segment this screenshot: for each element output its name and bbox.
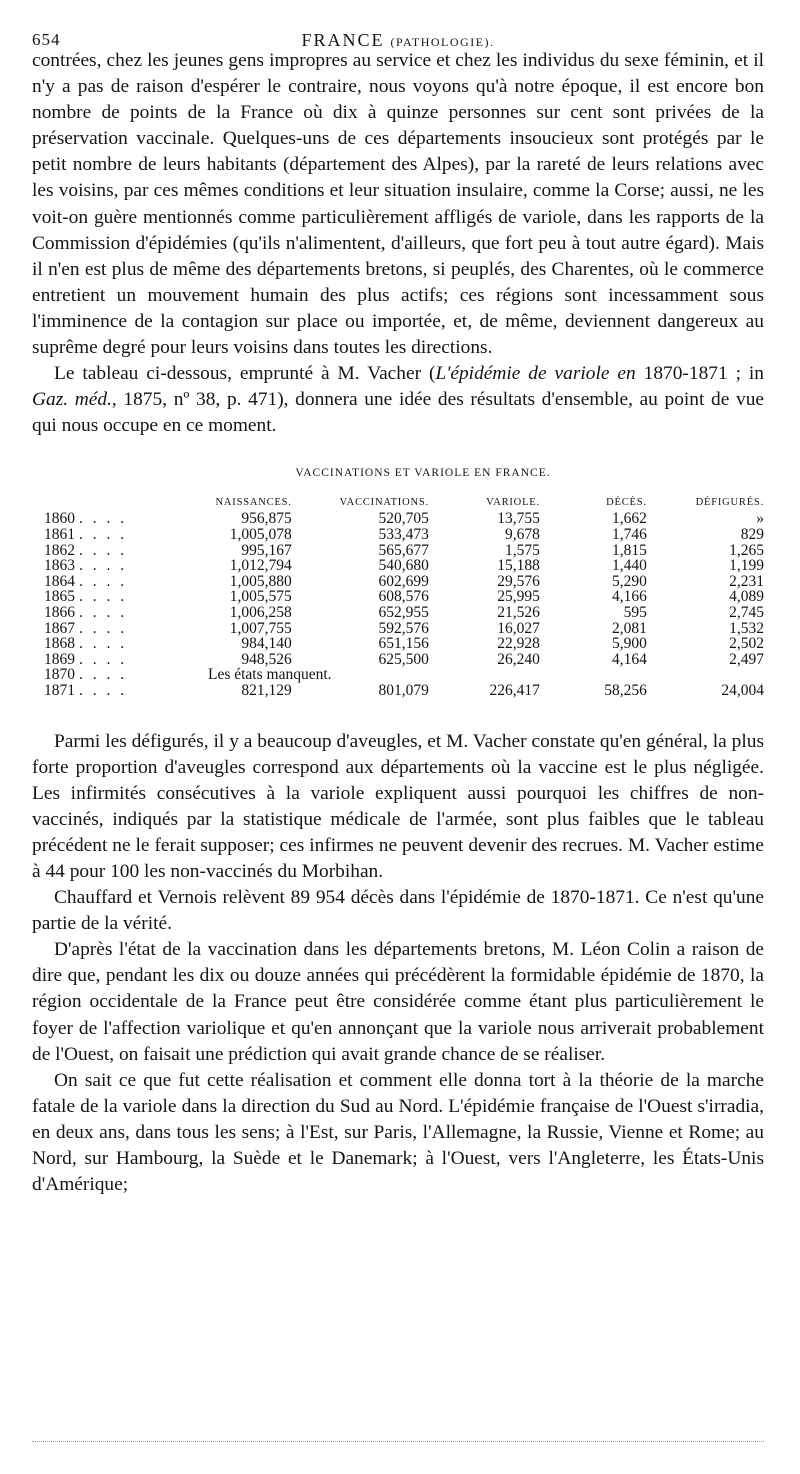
- page-number: 654: [32, 30, 61, 49]
- table-cell: 5,900: [611, 635, 647, 653]
- leader-dots: . . . .: [79, 619, 128, 637]
- table-cell: 4,166: [611, 588, 647, 606]
- paragraph-2-cited-title: L'épidémie de variole en: [435, 363, 636, 385]
- table-cell: 29,576: [497, 572, 540, 590]
- table-cell: 1,662: [611, 510, 647, 528]
- row-year-cell: [32, 589, 202, 605]
- header-year: [32, 493, 202, 511]
- table-cell: 565,677: [378, 541, 429, 559]
- table-row: [32, 511, 764, 527]
- table-cell: 4,164: [611, 650, 647, 668]
- table-cell: 1,440: [611, 557, 647, 575]
- table-cell: 16,027: [497, 619, 540, 637]
- table-cell: 2,497: [729, 650, 764, 668]
- row-year: 1864: [44, 572, 75, 590]
- table-cell: 595: [623, 603, 647, 621]
- header-vaccinations: VACCINATIONS.: [339, 496, 429, 508]
- row-year-cell: [32, 511, 202, 527]
- table-cell: 1,005,575: [229, 588, 292, 606]
- table-cell: 1,532: [729, 619, 764, 637]
- leader-dots: . . . .: [79, 526, 128, 543]
- table-cell: 651,156: [378, 635, 429, 653]
- paragraph-2-journal: Gaz. méd.: [32, 389, 112, 411]
- paragraph-2-text-c: , 1875, nº 38, p. 471), donnera une idée des résultats d'ensemble, au point de vue qui nous occupe en ce moment.: [32, 389, 764, 437]
- table-cell: 24,004: [721, 681, 764, 699]
- table-row: [32, 667, 764, 683]
- row-year: 1870: [44, 666, 75, 684]
- row-year-cell: [32, 558, 202, 574]
- leader-dots: . . . .: [79, 541, 128, 559]
- table-row: [32, 636, 764, 652]
- table-row: [32, 589, 764, 605]
- row-year: 1866: [44, 603, 75, 621]
- table-cell: 1,815: [611, 541, 647, 559]
- row-year: 1863: [44, 557, 75, 575]
- table-row: [32, 683, 764, 699]
- table-cell: »: [756, 510, 764, 528]
- leader-dots: . . . .: [79, 557, 128, 575]
- table-body: [32, 511, 764, 698]
- table-cell: 21,526: [497, 603, 540, 621]
- leader-dots: . . . .: [79, 681, 128, 699]
- table-cell: 25,995: [497, 588, 540, 606]
- table-cell: 1,746: [611, 526, 647, 543]
- table-row: [32, 543, 764, 559]
- table-cell: 592,576: [378, 619, 429, 637]
- table-row: [32, 574, 764, 590]
- running-title-sub: (PATHOLOGIE).: [390, 35, 495, 49]
- header-deces: DÉCÈS.: [606, 496, 647, 508]
- row-year: 1868: [44, 635, 75, 653]
- table-cell: 608,576: [378, 588, 429, 606]
- table-cell: 4,089: [729, 588, 764, 606]
- leader-dots: . . . .: [79, 588, 128, 606]
- row-year-cell: [32, 527, 202, 543]
- row-year-cell: [32, 667, 202, 683]
- paragraph-5: D'après l'état de la vaccination dans les départements bretons, M. Léon Colin a raison de dire que, pendant les dix ou douze années qui précédèrent la formidable épidémie de 1870, la région occidentale de la France peut être considérée comme étant plus particulièrement le foyer de l'affection variolique et qu'en annonçant que la variole nous arriverait probablement de l'Ouest, on faisait une prédiction qui avait grande chance de se réaliser.: [32, 939, 764, 1065]
- table-cell: 13,755: [497, 510, 540, 528]
- running-title: [32, 30, 764, 51]
- table-cell: 1,006,258: [229, 603, 292, 621]
- table-cell: 1,199: [729, 557, 764, 575]
- row-year-cell: [32, 574, 202, 590]
- table-cell: 829: [740, 526, 764, 543]
- table-header-row: [32, 493, 764, 511]
- missing-data-note: Les états manquent.: [207, 666, 332, 684]
- statistics-table-block: [32, 467, 764, 698]
- paragraph-1: contrées, chez les jeunes gens impropres au service et chez les individus du sexe féminin, et il n'y a pas de raison d'espérer le contraire, nous voyons qu'à notre époque, il est encore bon nombre de points de la France où dix à quinze personnes sur cent sont privées de la préservation vaccinale. Quelques-uns de ces départements insoucieux sont protégés par le petit nombre de leurs habitants (département des Alpes), par la rareté de leurs relations avec les voisins, par ces mêmes conditions et leur situation insulaire, comme la Corse; aussi, ne les voit-on guère mentionnés comme particulièrement affligés de variole, dans les rapports de la Commission d'épidémies (qu'ils n'alimentent, d'ailleurs, que fort peu à tout autre égard). Mais il n'en est plus de même des départements bretons, si peuplés, des Charentes, où le commerce entretient un mouvement humain des plus actifs; ces régions sont incessamment sous l'imminence de la contagion sur place ou importée, et, de même, deviennent dangereux au suprême degré pour leurs voisins dans toutes les directions.: [32, 50, 764, 359]
- row-year-cell: [32, 621, 202, 637]
- leader-dots: . . . .: [79, 603, 128, 621]
- running-head: [32, 22, 764, 48]
- table-cell: 2,081: [611, 619, 647, 637]
- header-defigures: DÉFIGURÉS.: [695, 496, 764, 508]
- row-year: 1867: [44, 619, 75, 637]
- paragraph-3: Parmi les défigurés, il y a beaucoup d'aveugles, et M. Vacher constate qu'en général, la plus forte proportion d'aveugles correspond aux départements où la vaccine est le plus négligée. Les infirmités consécutives à la variole expliquent aussi pourquoi les chiffres de non-vaccinés, indiqués par la statistique médicale de l'armée, sont plus faibles que le tableau précédent ne le ferait supposer; ces infirmes ne peuvent devenir des recrues. M. Vacher estime à 44 pour 100 les non-vaccinés du Morbihan.: [32, 730, 764, 882]
- table-cell: 821,129: [241, 681, 292, 699]
- table-row: [32, 527, 764, 543]
- paragraph-2-text-a: Le tableau ci-dessous, emprunté à M. Vacher (: [54, 363, 436, 385]
- table-cell: 1,265: [729, 541, 764, 559]
- paragraph-2-text-b: 1870-1871 ; in: [635, 363, 764, 385]
- paragraph-4: Chauffard et Vernois relèvent 89 954 décès dans l'épidémie de 1870-1871. Ce n'est qu'une partie de la vérité.: [32, 887, 764, 935]
- table-cell: 1,007,755: [229, 619, 292, 637]
- book-page: [32, 22, 764, 1198]
- row-year: 1862: [44, 541, 75, 559]
- row-year: 1861: [44, 526, 75, 543]
- table-cell: 520,705: [378, 510, 429, 528]
- table-row: [32, 621, 764, 637]
- row-year: 1871: [44, 681, 75, 699]
- table-cell: 956,875: [241, 510, 292, 528]
- table-cell: 995,167: [241, 541, 292, 559]
- table-cell: 26,240: [497, 650, 540, 668]
- table-row: [32, 652, 764, 668]
- table-cell: 533,473: [378, 526, 429, 543]
- table-cell: 2,745: [729, 603, 764, 621]
- table-cell: 602,699: [378, 572, 429, 590]
- table-cell: 801,079: [378, 681, 429, 699]
- running-title-main: FRANCE: [301, 30, 385, 50]
- table-cell: 15,188: [497, 557, 540, 575]
- row-year-cell: [32, 543, 202, 559]
- leader-dots: . . . .: [79, 510, 128, 528]
- row-year: 1869: [44, 650, 75, 668]
- table-cell: 1,005,880: [229, 572, 292, 590]
- table-cell: 625,500: [378, 650, 429, 668]
- table-cell: 9,678: [505, 526, 540, 543]
- row-year: 1865: [44, 588, 75, 606]
- leader-dots: . . . .: [79, 635, 128, 653]
- table-cell: 22,928: [497, 635, 540, 653]
- footer-dotted-rule: [32, 1441, 764, 1442]
- table-cell: 540,680: [378, 557, 429, 575]
- table-cell: 948,526: [241, 650, 292, 668]
- table-row: [32, 558, 764, 574]
- paragraph-6: On sait ce que fut cette réalisation et comment elle donna tort à la théorie de la marche fatale de la variole dans la direction du Sud au Nord. L'épidémie française de l'Ouest s'irradia, en deux ans, dans tous les sens; à l'Est, sur Paris, l'Allemagne, la Russie, Vienne et Rome; au Nord, sur Hambourg, la Suède et le Danemark; à l'Ouest, vers l'Angleterre, les États-Unis d'Amérique;: [32, 1069, 764, 1196]
- row-year-cell: [32, 652, 202, 668]
- table-title: VACCINATIONS ET VARIOLE EN FRANCE.: [295, 467, 551, 480]
- header-naissances: NAISSANCES.: [215, 496, 292, 508]
- table-cell: 58,256: [604, 681, 647, 699]
- table-cell: 984,140: [241, 635, 292, 653]
- table-cell: 652,955: [378, 603, 429, 621]
- row-year-cell: [32, 605, 202, 621]
- table-row: [32, 605, 764, 621]
- row-year-cell: [32, 683, 202, 699]
- row-year: 1860: [44, 510, 75, 528]
- table-cell: 226,417: [489, 681, 540, 699]
- table-cell: 5,290: [611, 572, 647, 590]
- table-cell: 2,231: [729, 572, 764, 590]
- table-cell: 2,502: [729, 635, 764, 653]
- leader-dots: . . . .: [79, 572, 128, 590]
- table-cell: 1,005,078: [229, 526, 292, 543]
- paragraph-2: [32, 361, 764, 439]
- vaccination-table: [32, 493, 764, 698]
- leader-dots: . . . .: [79, 650, 128, 668]
- row-year-cell: [32, 636, 202, 652]
- table-cell: 1,575: [505, 541, 540, 559]
- leader-dots: . . . .: [79, 666, 128, 684]
- header-variole: VARIOLE.: [486, 496, 540, 508]
- table-cell: 1,012,794: [229, 557, 292, 575]
